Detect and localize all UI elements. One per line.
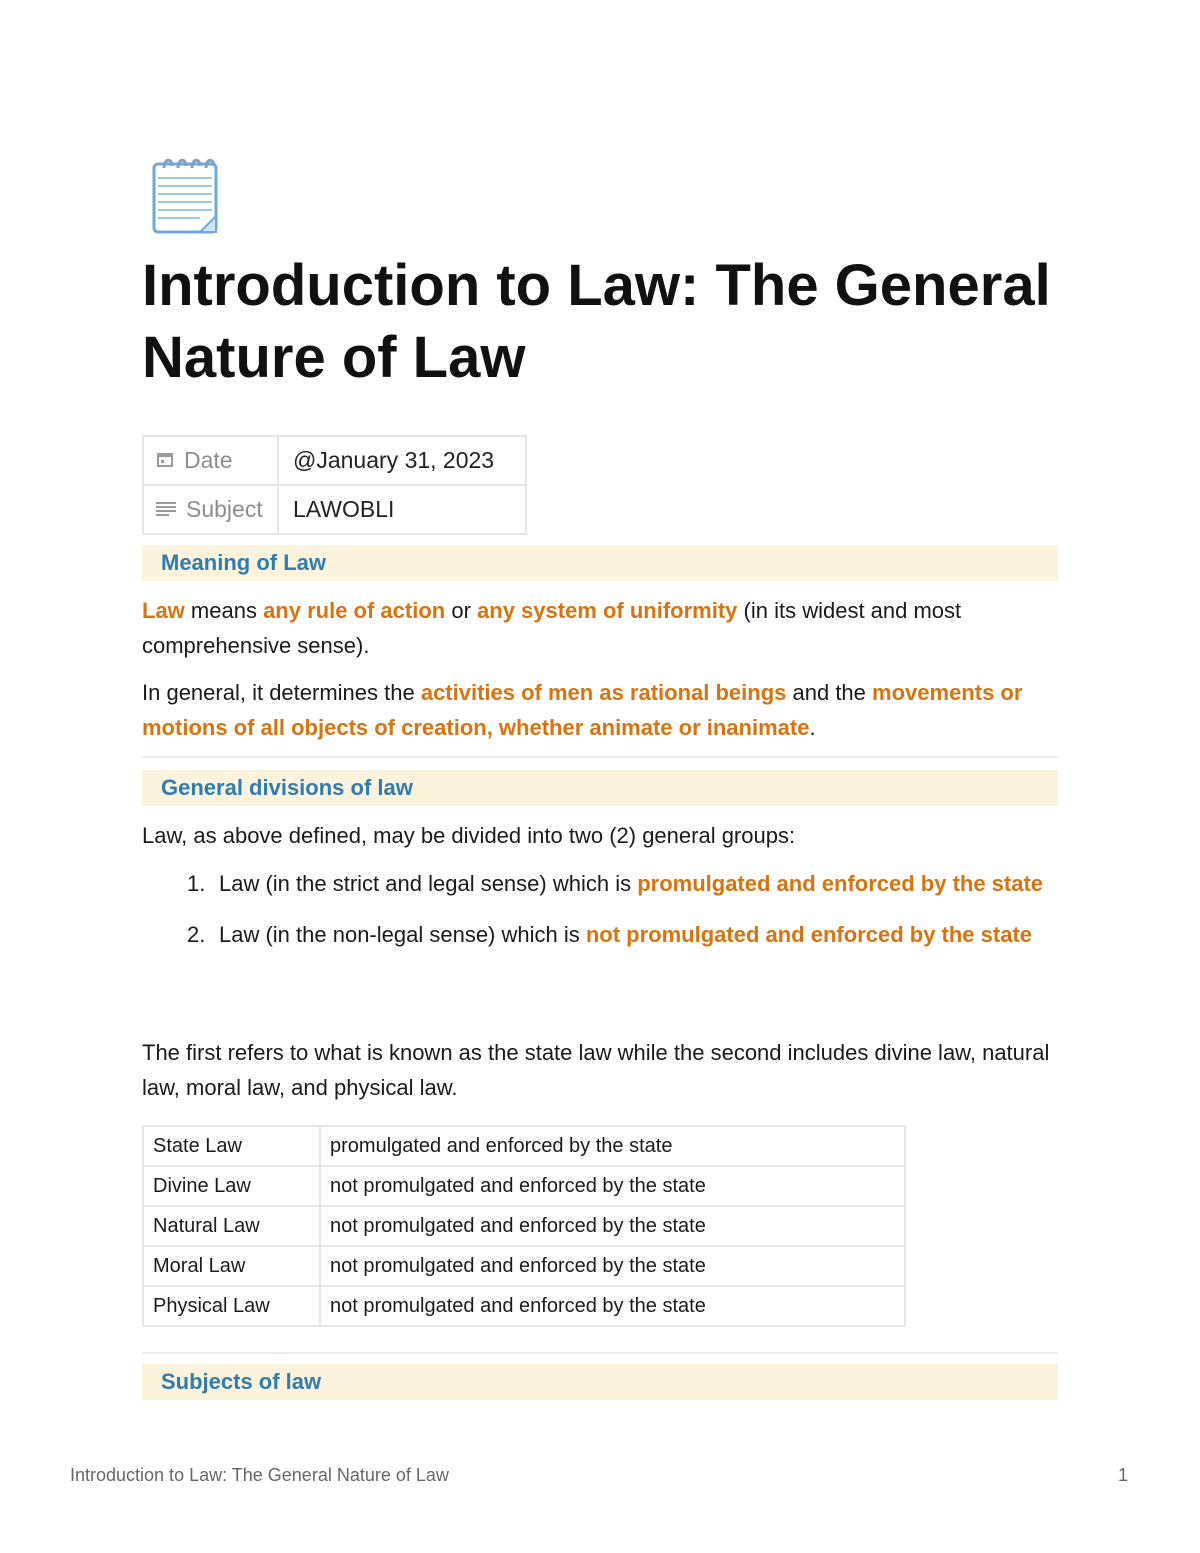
section-heading-divisions: General divisions of law [142,770,1058,806]
meaning-paragraph-2: In general, it determines the activities of men as rational beings and the movements or motions of all objects of creation, whether animate or inanimate. [142,680,1023,740]
calendar-icon [156,447,174,474]
property-row-date[interactable] [143,436,526,485]
page-title: Introduction to Law: The General Nature of Law [142,253,1051,390]
law-types-table [142,1125,906,1327]
meaning-paragraph-1: Law means any rule of action or any system of uniformity (in its widest and most comprehensive sense). [142,598,962,658]
list-item: 1. Law (in the strict and legal sense) which is promulgated and enforced by the state [187,871,1044,896]
table-row: State Law promulgated and enforced by the state [143,1126,905,1166]
property-key-date: Date [184,447,233,473]
section-heading-subjects: Subjects of law [142,1364,1058,1400]
divisions-intro: Law, as above defined, may be divided into two (2) general groups: [142,823,796,848]
notepad-icon [150,152,222,236]
property-value-date[interactable]: @January 31, 2023 [278,436,526,485]
section-heading-meaning: Meaning of Law [142,545,1058,581]
text-lines-icon [156,496,176,523]
table-row: Natural Law not promulgated and enforced by the state [143,1206,905,1246]
property-row-subject[interactable] [143,485,526,534]
divisions-list [142,866,1060,952]
list-item: 2. Law (in the non-legal sense) which is not promulgated and enforced by the state [187,922,1033,947]
table-row: Physical Law not promulgated and enforced by the state [143,1286,905,1326]
property-value-subject[interactable]: LAWOBLI [278,485,526,534]
divisions-summary: The first refers to what is known as the state law while the second includes divine law, natural law, moral law, and physical law. [142,1040,1050,1100]
table-row: Moral Law not promulgated and enforced by the state [143,1246,905,1286]
footer-title: Introduction to Law: The General Nature of Law [70,1465,449,1485]
divider [142,1352,1058,1354]
page-number: 1 [1118,1465,1129,1485]
table-row: Divine Law not promulgated and enforced by the state [143,1166,905,1206]
properties-table [142,435,527,535]
property-key-subject: Subject [186,496,263,522]
divider [142,756,1058,758]
